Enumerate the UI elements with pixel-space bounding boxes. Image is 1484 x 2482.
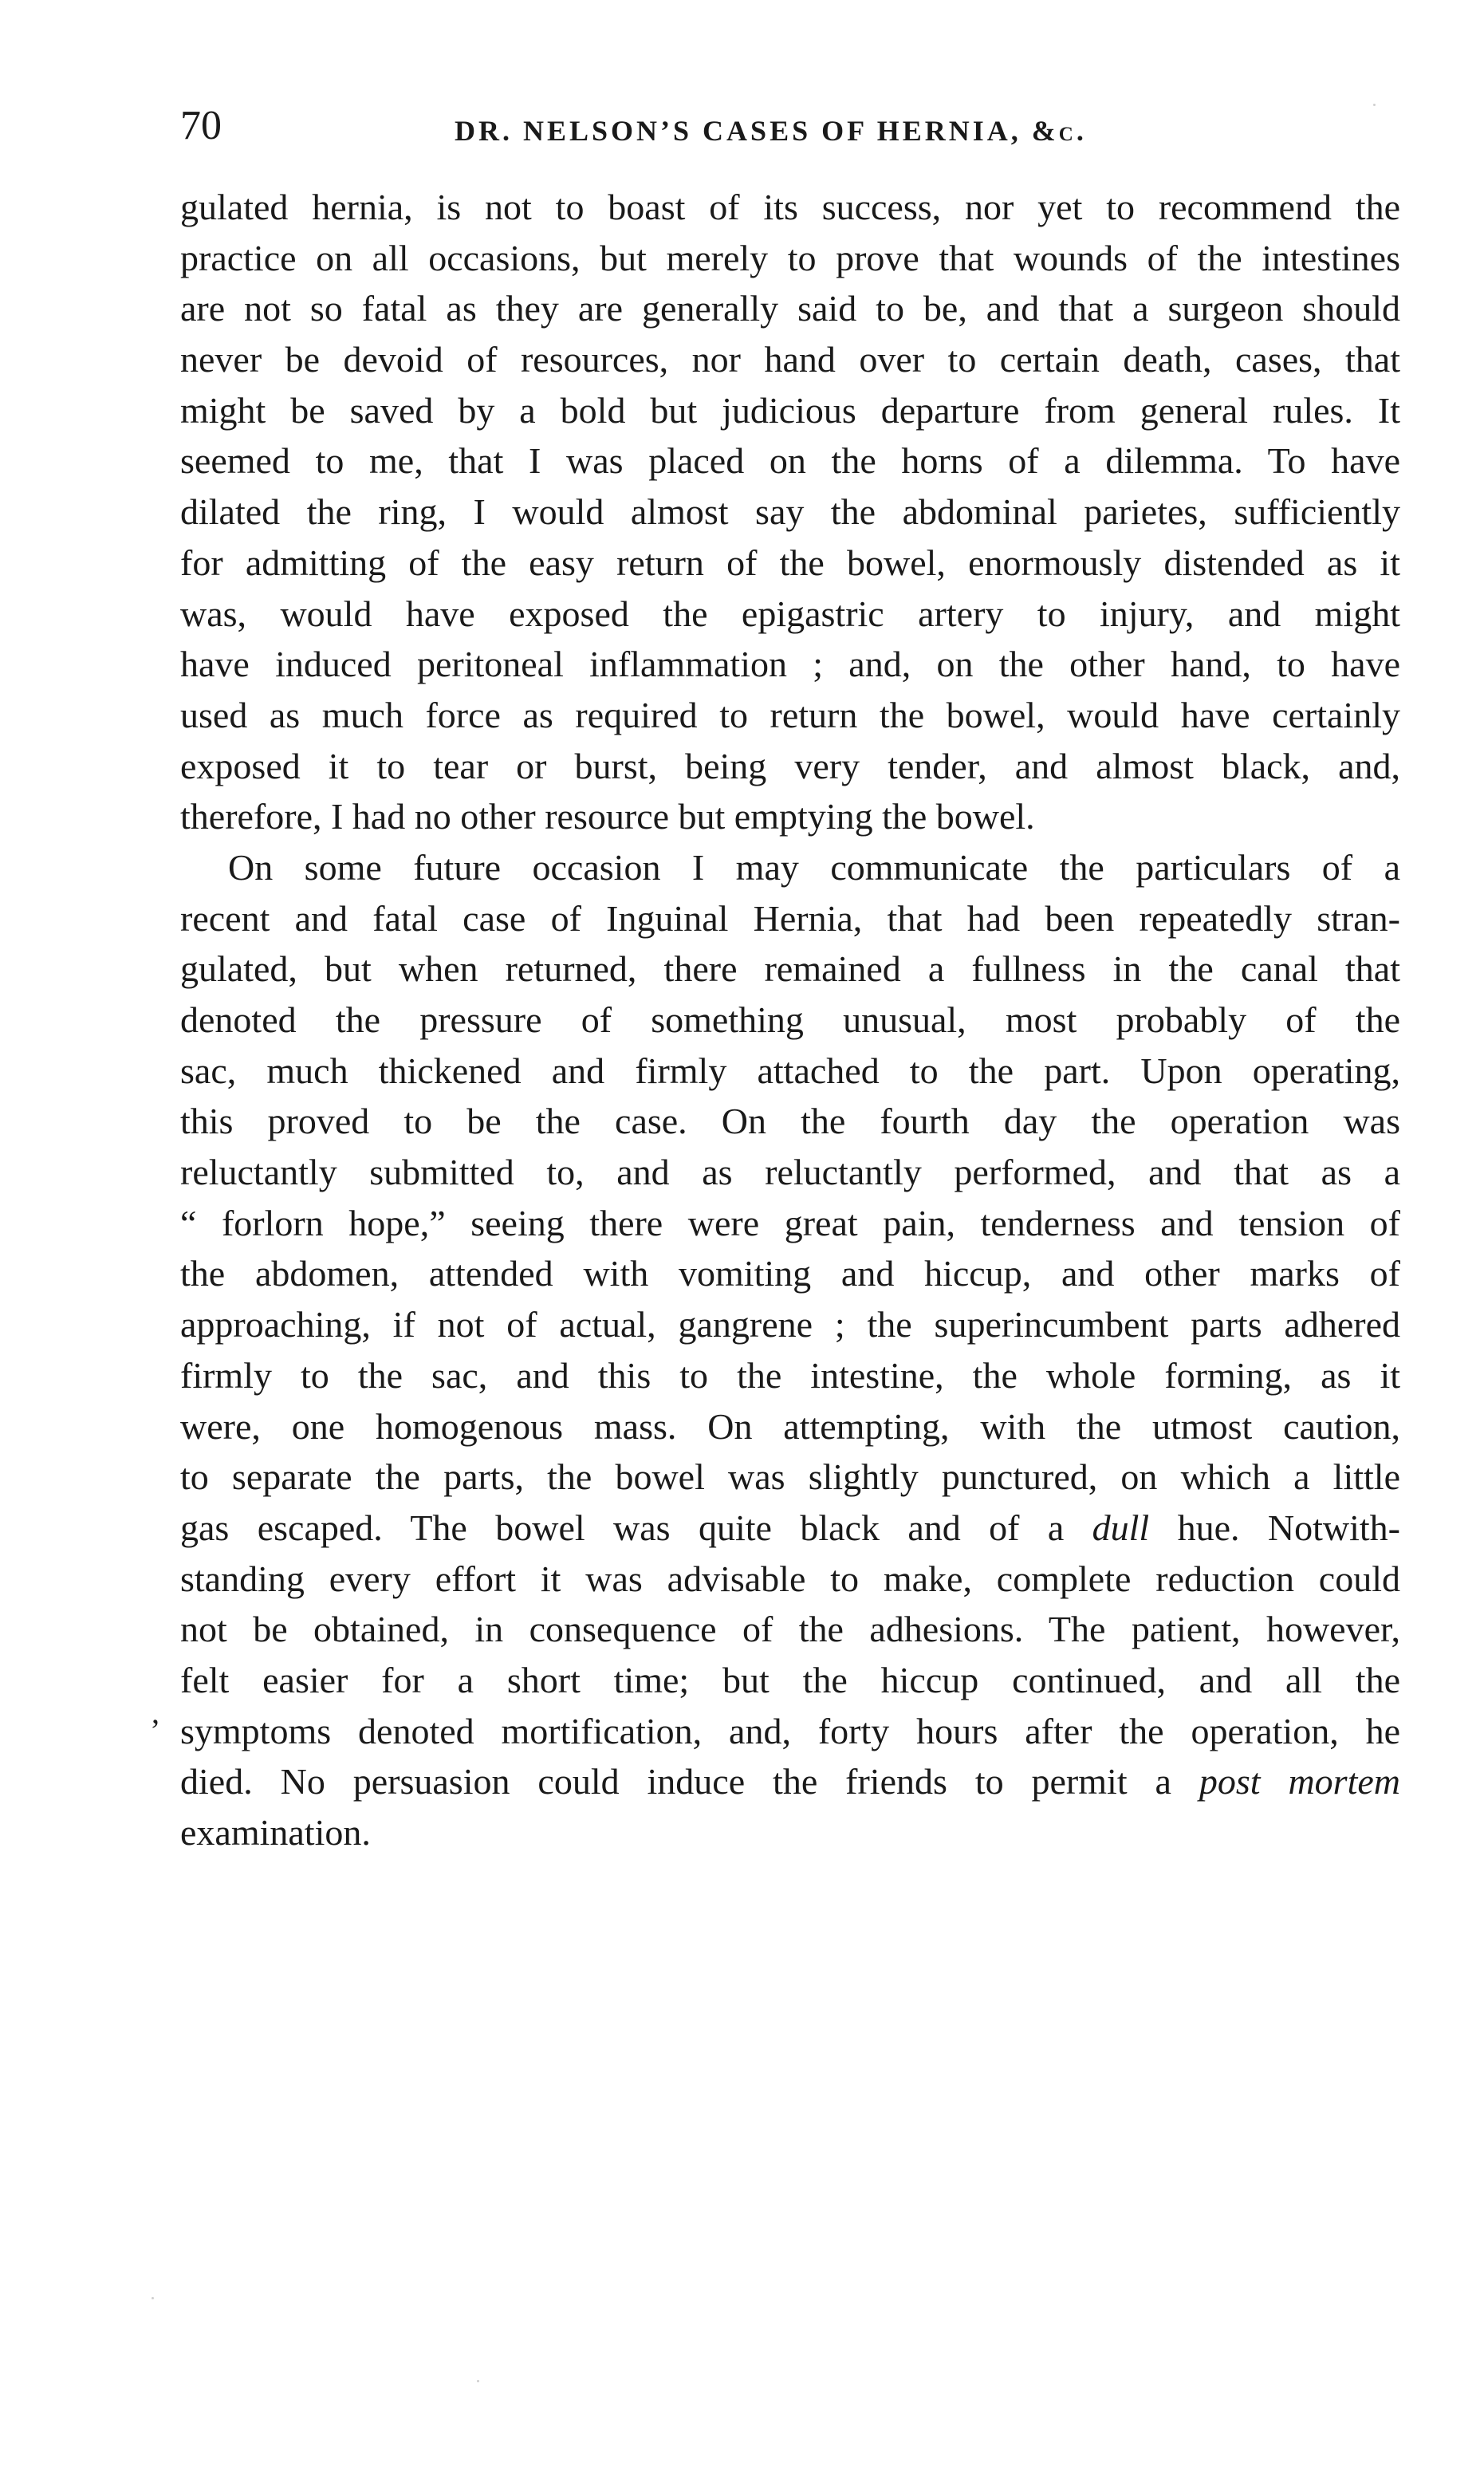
italic-word: dull — [1092, 1507, 1150, 1548]
line-segment: hue. Notwith- — [1149, 1507, 1400, 1548]
text-line: not be obtained, in consequence of the adhesions. The patient, however, — [180, 1609, 1400, 1650]
text-line-with-italic — [180, 1756, 1400, 1807]
text-line: to separate the parts, the bowel was slightly punctured, on which a little — [180, 1456, 1400, 1498]
text-line: reluctantly submitted to, and as reluctantly performed, and that as a — [180, 1152, 1400, 1193]
text-line: are not so fatal as they are generally said to be, and that a surgeon should — [180, 288, 1400, 329]
text-line: “ forlorn hope,” seeing there were great pain, tenderness and tension of — [180, 1202, 1400, 1243]
text-line: seemed to me, that I was placed on the horns of a dilemma. To have — [180, 440, 1400, 482]
text-line: firmly to the sac, and this to the intestine, the whole forming, as it — [180, 1354, 1400, 1396]
text-line: practice on all occasions, but merely to prove that wounds of the intestines — [180, 237, 1400, 278]
text-line: might be saved by a bold but judicious departure from general rules. It — [180, 389, 1400, 431]
text-line: never be devoid of resources, nor hand over to certain death, cases, that — [180, 339, 1400, 380]
text-line: used as much force as required to return the bowel, would have certainly — [180, 694, 1400, 735]
text-line: approaching, if not of actual, gangrene ; the superincumbent parts adhered — [180, 1304, 1400, 1345]
paragraph-start-line: On some future occasion I may communicate the particulars of a — [228, 846, 1400, 888]
text-line: standing every effort it was advisable to make, complete reduction could — [180, 1558, 1400, 1599]
paper-speck — [152, 2297, 154, 2299]
text-line: were, one homogenous mass. On attempting, with the utmost caution, — [180, 1405, 1400, 1447]
text-line: this proved to be the case. On the fourth day the operation was — [180, 1101, 1400, 1142]
paper-speck — [1373, 104, 1376, 106]
text-line-with-italic — [180, 1503, 1400, 1554]
paragraph-end-line: therefore, I had no other resource but emptying the bowel. — [180, 796, 1035, 837]
paragraph-end-line: examination. — [180, 1812, 371, 1853]
text-line: was, would have exposed the epigastric artery to injury, and might — [180, 593, 1400, 634]
text-line: felt easier for a short time; but the hiccup continued, and all the — [180, 1659, 1400, 1700]
text-line: have induced peritoneal inflammation ; and, on the other hand, to have — [180, 644, 1400, 685]
italic-phrase: post mortem — [1199, 1761, 1400, 1802]
text-line: recent and fatal case of Inguinal Hernia, that had been repeatedly stran- — [180, 897, 1400, 939]
paper-speck — [477, 2380, 479, 2382]
text-line: the abdomen, attended with vomiting and hiccup, and other marks of — [180, 1253, 1400, 1294]
page-number: 70 — [180, 103, 222, 148]
text-line: for admitting of the easy return of the bowel, enormously distended as it — [180, 542, 1400, 583]
text-line: exposed it to tear or burst, being very tender, and almost black, and, — [180, 745, 1400, 786]
text-line: gulated hernia, is not to boast of its success, nor yet to recommend the — [180, 187, 1400, 227]
margin-mark: ’ — [150, 1712, 161, 1748]
body-text — [180, 182, 1400, 1858]
text-line: gulated, but when returned, there remained a fullness in the canal that — [180, 948, 1400, 990]
line-segment: gas escaped. The bowel was quite black and of a — [180, 1507, 1092, 1548]
running-head — [180, 94, 1424, 158]
running-title: DR. NELSON’S CASES OF HERNIA, &c. — [455, 115, 1087, 147]
text-line: denoted the pressure of something unusual, most probably of the — [180, 999, 1400, 1040]
line-segment: died. No persuasion could induce the friends to permit a — [180, 1761, 1199, 1802]
text-line: symptoms denoted mortification, and, forty hours after the operation, he — [180, 1710, 1400, 1751]
text-line: dilated the ring, I would almost say the abdominal parietes, sufficiently — [180, 491, 1400, 533]
text-line: sac, much thickened and firmly attached to the part. Upon operating, — [180, 1050, 1400, 1091]
